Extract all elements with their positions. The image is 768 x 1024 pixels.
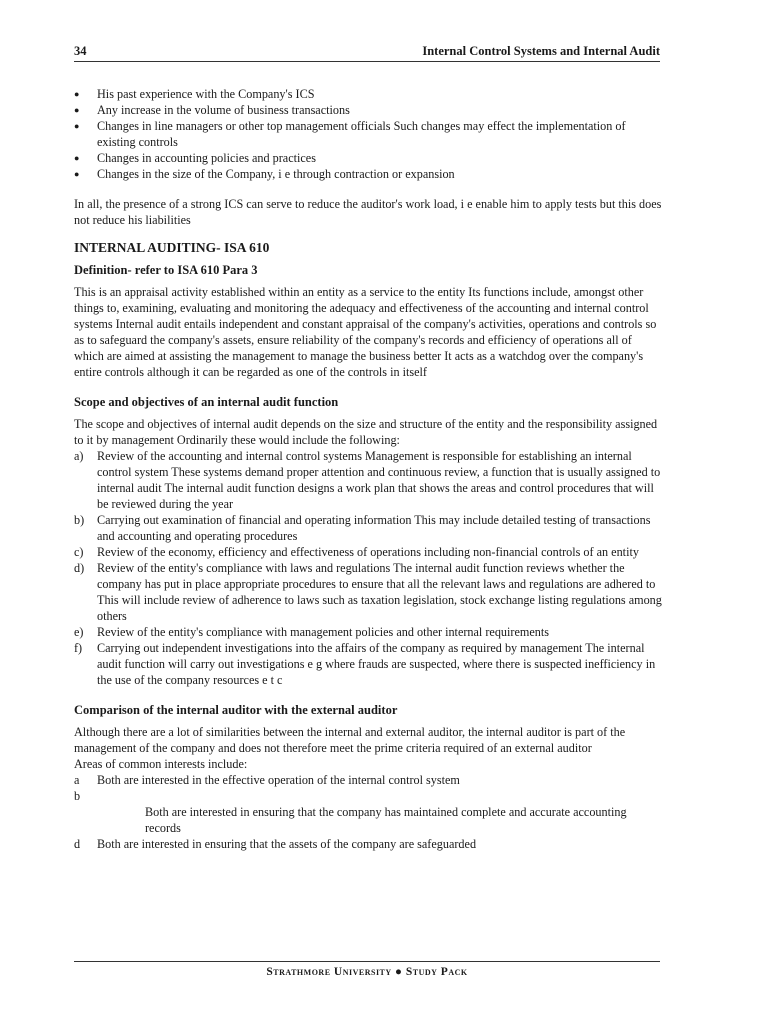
- list-item: [74, 836, 664, 852]
- list-text: Both are interested in the effective operation of the internal control system: [97, 773, 460, 787]
- list-text: Both are interested in ensuring that the assets of the company are safeguarded: [97, 837, 477, 851]
- summary-paragraph: In all, the presence of a strong ICS can serve to reduce the auditor's work load, i e enable him to apply tests but this does not reduce his liabilities: [74, 197, 662, 227]
- list-item: [74, 640, 664, 688]
- comparison-paragraph: Although there are a lot of similarities between the internal and external auditor, the internal auditor is part of the management of the company and does not therefore meet the prime criteria required of an external auditor: [74, 725, 626, 755]
- list-text: Review of the economy, efficiency and effectiveness of operations including non-financial controls of an entity: [97, 545, 639, 559]
- list-item: ● Changes in accounting policies and practices: [74, 150, 664, 166]
- comparison-heading: Comparison of the internal auditor with the external auditor: [74, 703, 398, 717]
- list-item: [74, 512, 664, 544]
- list-item: [74, 448, 664, 512]
- list-item: ● Any increase in the volume of business transactions: [74, 102, 664, 118]
- list-label: c): [74, 545, 84, 559]
- list-item: ● Changes in line managers or other top management officials Such changes may effect the implementation of existing controls: [74, 118, 664, 150]
- common-interests-intro: Areas of common interests include:: [74, 757, 248, 771]
- list-text: Review of the accounting and internal control systems Management is responsible for establishing an internal control system These systems demand proper attention and continuous review, a function that is usually assigned to internal audit The internal audit function designs a work plan that shows the areas and control procedures that will be reviewed during the year: [97, 449, 661, 511]
- section-heading-internal-auditing: INTERNAL AUDITING- ISA 610: [74, 240, 270, 255]
- scope-heading: Scope and objectives of an internal audit function: [74, 395, 339, 409]
- running-title: Internal Control Systems and Internal Audit: [422, 44, 660, 58]
- page-number: 34: [74, 44, 87, 58]
- list-item: [74, 788, 664, 836]
- list-label: d: [74, 837, 81, 851]
- footer-rule: [74, 961, 660, 962]
- header-rule: [74, 61, 660, 62]
- document-page: [74, 0, 660, 1024]
- list-text: Carrying out examination of financial and operating information This may include detailed testing of transactions and accounting and operating procedures: [97, 513, 651, 543]
- list-item: [74, 772, 664, 788]
- list-label: b: [74, 789, 81, 803]
- list-item: ● His past experience with the Company's ICS: [74, 86, 664, 102]
- list-item: [74, 624, 664, 640]
- list-item: [74, 560, 664, 624]
- list-label: a: [74, 773, 80, 787]
- list-label: f): [74, 641, 83, 655]
- common-interests-list: [74, 772, 664, 852]
- definition-heading: Definition- refer to ISA 610 Para 3: [74, 263, 258, 277]
- definition-paragraph: This is an appraisal activity established within an entity as a service to the entity Its functions include, amongst other things to, examining, evaluating and monitoring the adequacy and effectiveness of the accounting and internal control systems Internal audit entails independent and constant appraisal of the company's activities, operations and controls so as to safeguard the company's assets, ensure reliability of the company's records and efficiency of operations all of which are aimed at assisting the management to manage the business better It acts as a watchdog over the company's entire controls although it can be regarded as one of the controls in itself: [74, 285, 657, 379]
- list-label: d): [74, 561, 85, 575]
- list-text: Review of the entity's compliance with laws and regulations The internal audit function reviews whether the company has put in place appropriate procedures to ensure that all the relevant laws and regulations are adhered to This will include review of adherence to laws such as taxation legislation, stock exchange listing regulations among others: [97, 561, 662, 623]
- list-label: b): [74, 513, 85, 527]
- list-text: Carrying out independent investigations into the affairs of the company as required by management The internal audit function will carry out investigations e g where frauds are suspected, where there is suspected inefficiency in the use of the company resources e t c: [97, 641, 656, 687]
- scope-list: [74, 448, 664, 688]
- scope-paragraph: The scope and objectives of internal audit depends on the size and structure of the entity and the responsibility assigned to it by management Ordinarily these would include the following:: [74, 417, 658, 447]
- list-text: Both are interested in ensuring that the company has maintained complete and accurate accounting records: [145, 805, 627, 835]
- list-text: Review of the entity's compliance with management policies and other internal requirements: [97, 625, 549, 639]
- page-body: [74, 86, 664, 852]
- list-label: a): [74, 449, 84, 463]
- bullet-list: [74, 86, 664, 182]
- list-item: ● Changes in the size of the Company, i e through contraction or expansion: [74, 166, 664, 182]
- page-footer: Strathmore University ● Study Pack: [266, 966, 468, 978]
- list-item: [74, 544, 664, 560]
- list-label: e): [74, 625, 84, 639]
